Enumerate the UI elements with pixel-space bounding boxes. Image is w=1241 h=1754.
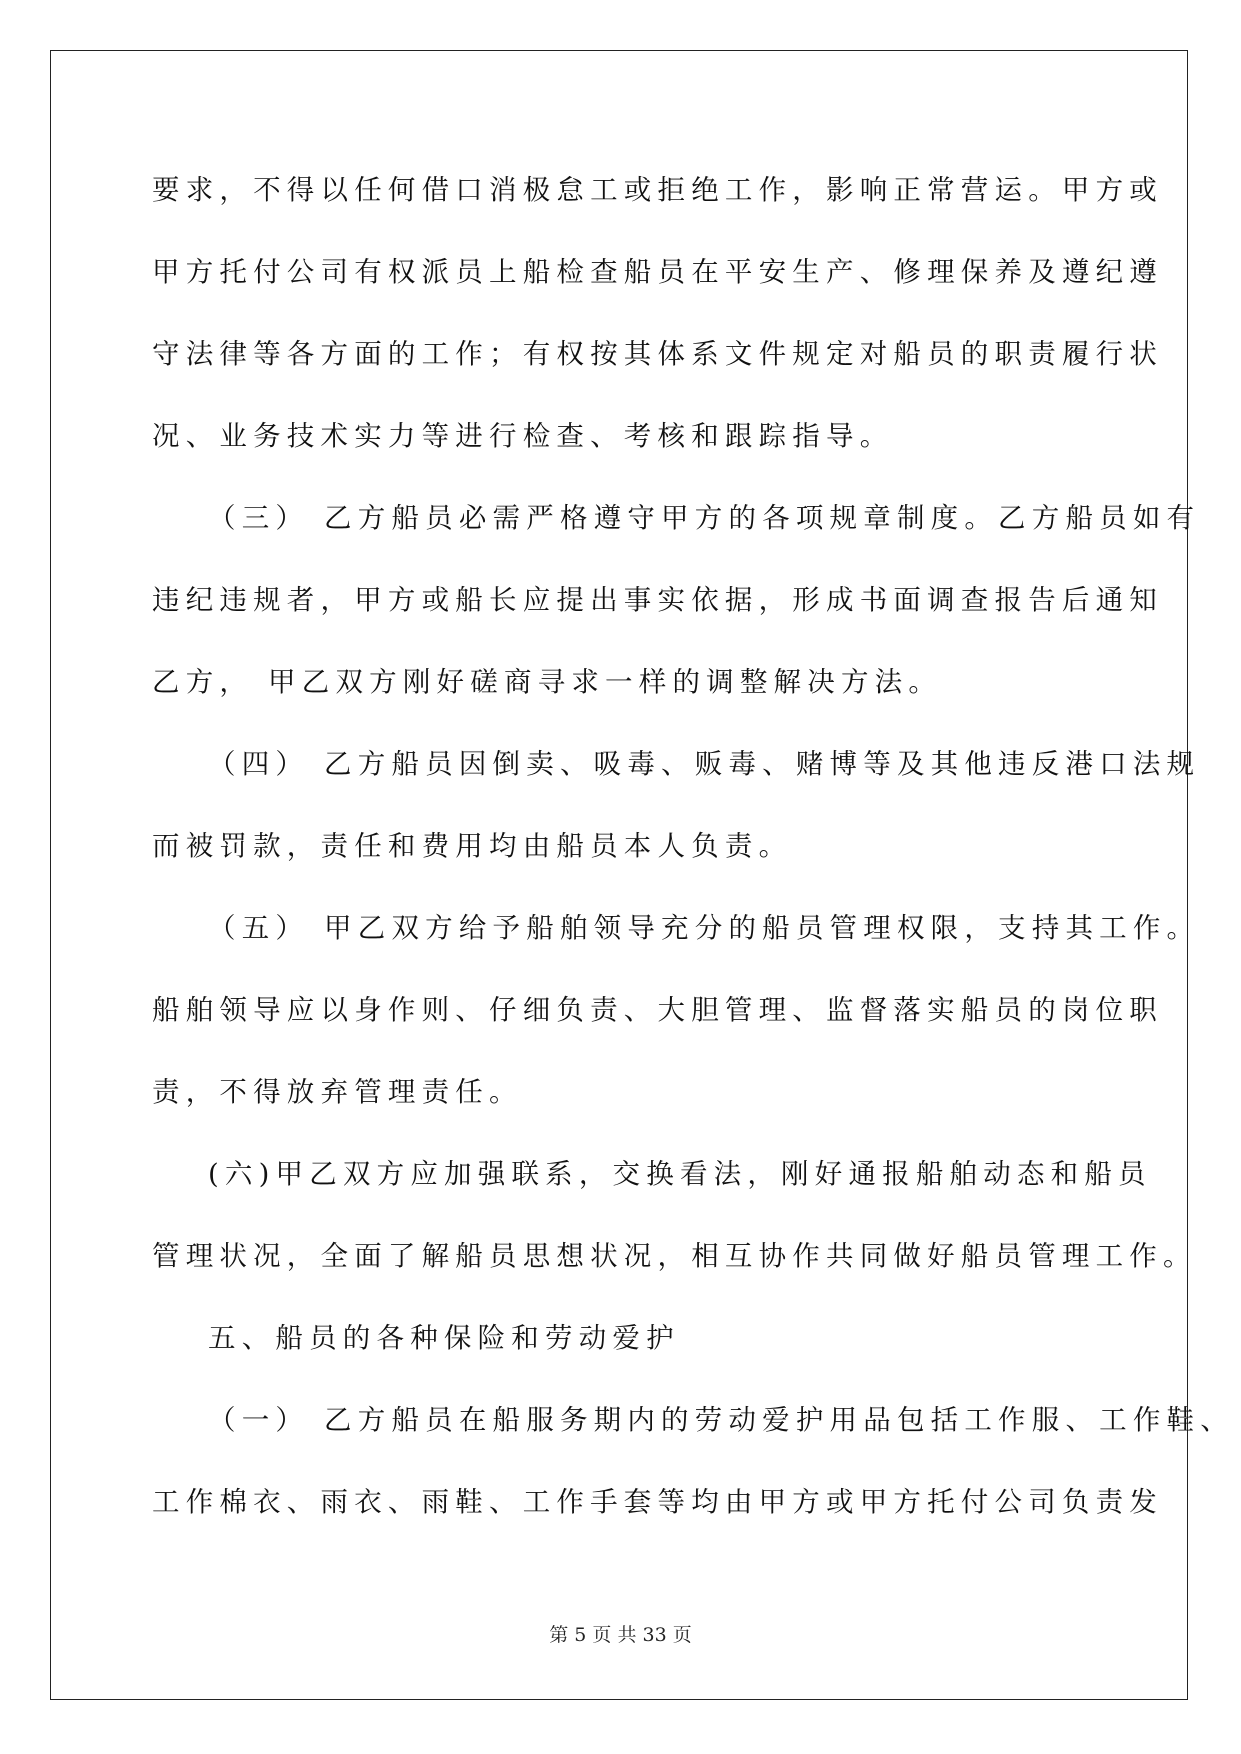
text-line: 管理状况，全面了解船员思想状况，相互协作共同做好船员管理工作。 (152, 1240, 1197, 1272)
text-line: 要求，不得以任何借口消极怠工或拒绝工作，影响正常营运。甲方或 (152, 174, 1163, 206)
document-body (152, 160, 1234, 1554)
page-number: 第 5 页 共 33 页 (549, 1624, 692, 1646)
text-line: 工作棉衣、雨衣、雨鞋、工作手套等均由甲方或甲方托付公司负责发 (152, 1486, 1163, 1518)
text-line: 守法律等各方面的工作；有权按其体系文件规定对船员的职责履行状 (152, 338, 1163, 370)
text-line: 责，不得放弃管理责任。 (152, 1076, 523, 1108)
section-heading: 五、船员的各种保险和劳动爱护 (208, 1322, 680, 1354)
text-line: 而被罚款，责任和费用均由船员本人负责。 (152, 830, 793, 862)
text-line: (六)甲乙双方应加强联系，交换看法，刚好通报船舶动态和船员 (208, 1158, 1152, 1190)
text-line: （四） 乙方船员因倒卖、吸毒、贩毒、赌博等及其他违反港口法规 (208, 748, 1201, 780)
text-line: 乙方， 甲乙双方刚好磋商寻求一样的调整解决方法。 (152, 666, 943, 698)
text-line: 况、业务技术实力等进行检查、考核和跟踪指导。 (152, 420, 894, 452)
text-line: （三） 乙方船员必需严格遵守甲方的各项规章制度。乙方船员如有 (208, 502, 1201, 534)
text-line: 甲方托付公司有权派员上船检查船员在平安生产、修理保养及遵纪遵 (152, 256, 1163, 288)
text-line: 违纪违规者，甲方或船长应提出事实依据，形成书面调查报告后通知 (152, 584, 1163, 616)
text-line: （一） 乙方船员在船服务期内的劳动爱护用品包括工作服、工作鞋、 (208, 1404, 1234, 1436)
text-line: 船舶领导应以身作则、仔细负责、大胆管理、监督落实船员的岗位职 (152, 994, 1163, 1026)
text-line: （五） 甲乙双方给予船舶领导充分的船员管理权限，支持其工作。 (208, 912, 1201, 944)
